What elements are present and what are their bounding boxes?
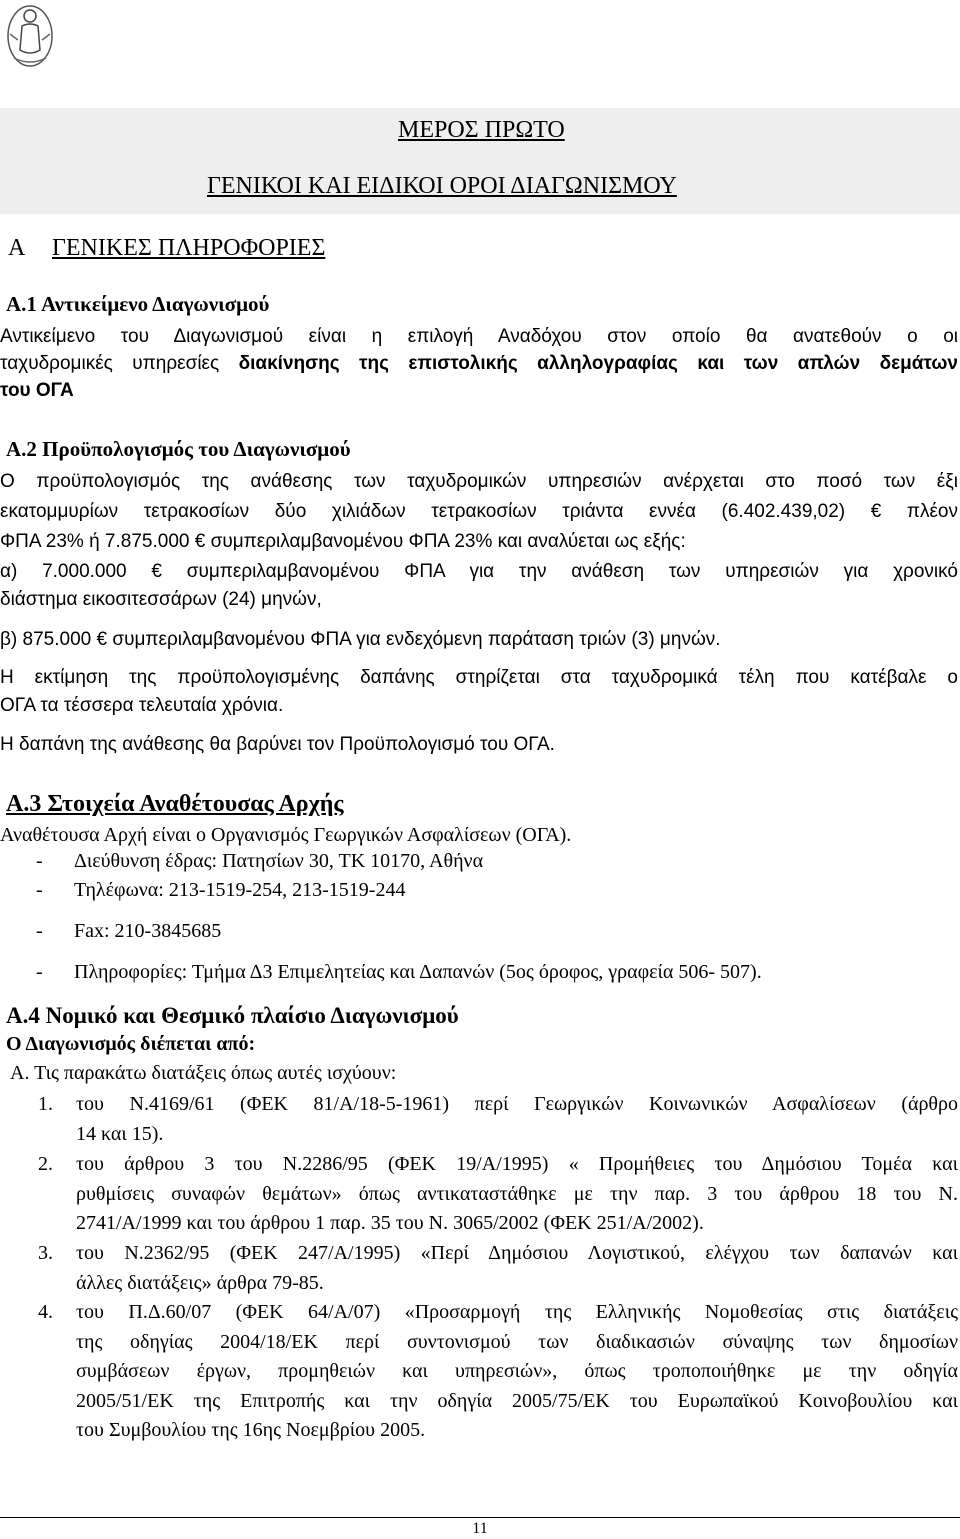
- a4-num-3: 3.: [38, 1242, 53, 1264]
- a4-item2-line2: ρυθμίσεις συναφών θεμάτων» όπως αντικαταστάθηκε με την παρ. 3 του άρθρου 18 του Ν.: [76, 1183, 958, 1205]
- a4-item3-line1: του Ν.2362/95 (ΦΕΚ 247/Α/1995) «Περί Δημόσιου Λογιστικού, ελέγχου των δαπανών και: [76, 1242, 958, 1264]
- a1-line2-bold: διακίνησης της επιστολικής αλληλογραφίας και των απλών δεμάτων: [238, 353, 958, 374]
- a4-item2-line3: 2741/Α/1999 και του άρθρου 1 παρ. 35 του Ν. 3065/2002 (ΦΕΚ 251/Α/2002).: [76, 1212, 704, 1234]
- a3-bullet-1: -: [36, 850, 43, 872]
- a2-line6: β) 875.000 € συμπεριλαμβανομένου ΦΠΑ για ενδεχόμενη παράταση τριών (3) μηνών.: [0, 629, 721, 650]
- a4-item4-line1: του Π.Δ.60/07 (ΦΕΚ 64/Α/07) «Προσαρμογή της Ελληνικής Νομοθεσίας στις διατάξεις: [76, 1301, 958, 1323]
- a2-line3: ΦΠΑ 23% ή 7.875.000 € συμπεριλαμβανομένου ΦΠΑ 23% και αναλύεται ως εξής:: [0, 531, 686, 552]
- part-title: ΜΕΡΟΣ ΠΡΩΤΟ: [398, 117, 565, 143]
- a1-heading: Α.1 Αντικείμενο Διαγωνισμού: [6, 292, 270, 316]
- a3-bullet-2: -: [36, 879, 43, 901]
- a4-item4-line5: του Συμβουλίου της 16ης Νοεμβρίου 2005.: [76, 1419, 426, 1441]
- a4-subheading: Ο Διαγωνισμός διέπεται από:: [6, 1033, 256, 1055]
- a4-item4-line4: 2005/51/ΕΚ της Επιτροπής και την οδηγία 2005/75/ΕΚ του Ευρωπαϊκού Κοινοβουλίου και: [76, 1390, 958, 1412]
- a4-item1-line2: 14 και 15).: [76, 1123, 164, 1145]
- a2-line1: Ο προϋπολογισμός της ανάθεσης των ταχυδρομικών υπηρεσιών ανέρχεται στο ποσό των έξι: [0, 471, 958, 492]
- oga-logo-icon: [0, 0, 62, 70]
- a4-item2-line1: του άρθρου 3 του Ν.2286/95 (ΦΕΚ 19/Α/1995) « Προμήθειες του Δημόσιου Τομέα και: [76, 1153, 958, 1175]
- a1-line2-regular: ταχυδρομικές υπηρεσίες: [0, 353, 239, 374]
- a2-line5: διάστημα εικοσιτεσσάρων (24) μηνών,: [0, 589, 322, 610]
- a4-num-4: 4.: [38, 1301, 53, 1323]
- a3-item-info: Πληροφορίες: Τμήμα Δ3 Επιμελητείας και Δαπανών (5ος όροφος, γραφεία 506- 507).: [74, 961, 762, 983]
- a4-num-2: 2.: [38, 1153, 53, 1175]
- a4-num-1: 1.: [38, 1093, 53, 1115]
- part-subtitle: ΓΕΝΙΚΟΙ ΚΑΙ ΕΙΔΙΚΟΙ ΟΡΟΙ ΔΙΑΓΩΝΙΣΜΟΥ: [207, 173, 677, 199]
- a3-bullet-4: -: [36, 961, 43, 983]
- a2-line9: Η δαπάνη της ανάθεσης θα βαρύνει τον Προϋπολογισμό του ΟΓΑ.: [0, 734, 555, 755]
- a3-item-fax: Fax: 210-3845685: [74, 920, 222, 942]
- a2-line8: ΟΓΑ τα τέσσερα τελευταία χρόνια.: [0, 695, 284, 716]
- a1-line3: του ΟΓΑ: [0, 380, 74, 401]
- a4-item4-line3: συμβάσεων έργων, προμηθειών και υπηρεσιών», όπως τροποποιήθηκε με την οδηγία: [76, 1360, 958, 1382]
- a2-line7: Η εκτίμηση της προϋπολογισμένης δαπάνης στηρίζεται στα ταχυδρομικά τέλη που κατέβαλε ο: [0, 667, 958, 688]
- a4-heading: Α.4 Νομικό και Θεσμικό πλαίσιο Διαγωνισμού: [6, 1003, 459, 1028]
- a3-item-phones: Τηλέφωνα: 213-1519-254, 213-1519-244: [74, 879, 406, 901]
- section-letter: Α: [8, 235, 26, 261]
- a3-bullet-3: -: [36, 920, 43, 942]
- a3-heading: Α.3 Στοιχεία Αναθέτουσας Αρχής: [6, 791, 344, 817]
- a4-intro: Α. Τις παρακάτω διατάξεις όπως αυτές ισχύουν:: [10, 1062, 397, 1084]
- footer-rule: [0, 1517, 960, 1518]
- a2-line2: εκατομμυρίων τετρακοσίων δύο χιλιάδων τετρακοσίων τριάντα εννέα (6.402.439,02) € πλέον: [0, 501, 958, 522]
- a3-item-address: Διεύθυνση έδρας: Πατησίων 30, ΤΚ 10170, Αθήνα: [74, 850, 484, 872]
- section-title: ΓΕΝΙΚΕΣ ΠΛΗΡΟΦΟΡΙΕΣ: [52, 235, 326, 261]
- a2-heading: Α.2 Προϋπολογισμός του Διαγωνισμού: [6, 437, 351, 461]
- a4-item4-line2: της οδηγίας 2004/18/ΕΚ περί συντονισμού των διαδικασιών σύναψης των δημοσίων: [76, 1331, 958, 1353]
- a1-line1: Αντικείμενο του Διαγωνισμού είναι η επιλογή Αναδόχου στον οποίο θα ανατεθούν ο οι: [0, 326, 958, 347]
- a1-line2: [0, 351, 958, 377]
- a3-intro: Αναθέτουσα Αρχή είναι ο Οργανισμός Γεωργικών Ασφαλίσεων (ΟΓΑ).: [0, 824, 572, 846]
- a4-item1-line1: του Ν.4169/61 (ΦΕΚ 81/Α/18-5-1961) περί Γεωργικών Κοινωνικών Ασφαλίσεων (άρθρο: [76, 1093, 958, 1115]
- page-number: 11: [472, 1520, 488, 1537]
- a4-item3-line2: άλλες διατάξεις» άρθρα 79-85.: [76, 1272, 324, 1294]
- a2-line4: α) 7.000.000 € συμπεριλαμβανομένου ΦΠΑ για την ανάθεση των υπηρεσιών για χρονικό: [0, 561, 958, 582]
